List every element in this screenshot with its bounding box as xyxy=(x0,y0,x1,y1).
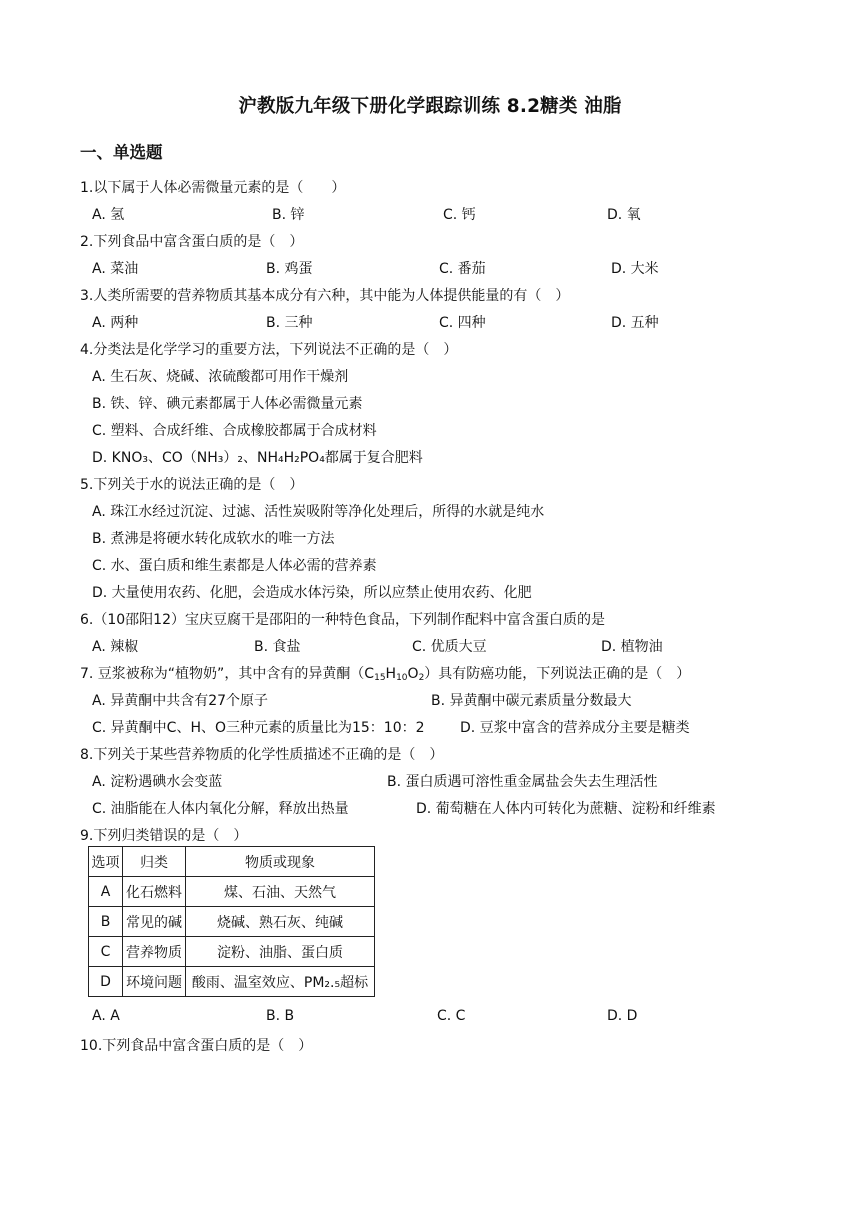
q8-option-c[interactable]: C. 油脂能在人体内氧化分解，释放出热量 xyxy=(92,801,349,817)
q9-option-c[interactable]: C. C xyxy=(437,1008,466,1024)
q3-option-a[interactable]: A. 两种 xyxy=(92,315,139,331)
q6-option-c[interactable]: C. 优质大豆 xyxy=(412,639,487,655)
table-cell: 烧碱、熟石灰、纯碱 xyxy=(186,907,375,937)
question-6: 6.（10邵阳12）宝庆豆腐干是邵阳的一种特色食品，下列制作配料中富含蛋白质的是 xyxy=(80,612,605,628)
q7-option-a[interactable]: A. 异黄酮中共含有27个原子 xyxy=(92,693,269,709)
q6-option-d[interactable]: D. 植物油 xyxy=(601,639,663,655)
question-5: 5.下列关于水的说法正确的是（ ） xyxy=(80,477,304,493)
formula-subscripts: $_{15}H_{10}O_2$ xyxy=(374,666,425,683)
q5-option-d[interactable]: D. 大量使用农药、化肥，会造成水体污染，所以应禁止使用农药、化肥 xyxy=(92,585,532,601)
q7-option-b[interactable]: B. 异黄酮中碳元素质量分数最大 xyxy=(431,693,632,709)
table-cell: 淀粉、油脂、蛋白质 xyxy=(186,937,375,967)
header-option: 选项 xyxy=(89,847,123,877)
table-cell: 营养物质 xyxy=(123,937,186,967)
question-7-text-end: ）具有防癌功能，下列说法正确的是（ ） xyxy=(424,666,691,682)
q1-option-a[interactable]: A. 氢 xyxy=(92,207,125,223)
q4-option-c[interactable]: C. 塑料、合成纤维、合成橡胶都属于合成材料 xyxy=(92,423,377,439)
table-cell: 环境问题 xyxy=(123,967,186,997)
section-heading: 一、单选题 xyxy=(80,143,163,162)
q2-option-d[interactable]: D. 大米 xyxy=(611,261,659,277)
table-cell: 酸雨、温室效应、PM₂.₅超标 xyxy=(186,967,375,997)
q3-option-b[interactable]: B. 三种 xyxy=(266,315,313,331)
table-cell: 化石燃料 xyxy=(123,877,186,907)
table-header-row xyxy=(89,847,375,877)
question-10: 10.下列食品中富含蛋白质的是（ ） xyxy=(80,1038,313,1054)
table-row xyxy=(89,937,375,967)
q9-option-b[interactable]: B. B xyxy=(266,1008,295,1024)
q8-option-a[interactable]: A. 淀粉遇碘水会变蓝 xyxy=(92,774,223,790)
q1-option-d[interactable]: D. 氧 xyxy=(607,207,641,223)
header-substance: 物质或现象 xyxy=(186,847,375,877)
table-row xyxy=(89,907,375,937)
table-row xyxy=(89,877,375,907)
q3-option-c[interactable]: C. 四种 xyxy=(439,315,486,331)
q7-option-d[interactable]: D. 豆浆中富含的营养成分主要是糖类 xyxy=(460,720,690,736)
question-1: 1.以下属于人体必需微量元素的是（ ） xyxy=(80,180,346,196)
q1-option-b[interactable]: B. 锌 xyxy=(272,207,305,223)
table-cell: 煤、石油、天然气 xyxy=(186,877,375,907)
q8-option-d[interactable]: D. 葡萄糖在人体内可转化为蔗糖、淀粉和纤维素 xyxy=(416,801,716,817)
question-7 xyxy=(80,663,690,683)
q1-option-c[interactable]: C. 钙 xyxy=(443,207,476,223)
q5-option-c[interactable]: C. 水、蛋白质和维生素都是人体必需的营养素 xyxy=(92,558,377,574)
q9-option-a[interactable]: A. A xyxy=(92,1008,120,1024)
q4-option-b[interactable]: B. 铁、锌、碘元素都属于人体必需微量元素 xyxy=(92,396,363,412)
table-cell: B xyxy=(89,907,123,937)
table-cell: D xyxy=(89,967,123,997)
question-9: 9.下列归类错误的是（ ） xyxy=(80,828,248,844)
q4-option-d[interactable]: D. KNO₃、CO（NH₃）₂、NH₄H₂PO₄都属于复合肥料 xyxy=(92,450,423,466)
question-2: 2.下列食品中富含蛋白质的是（ ） xyxy=(80,234,304,250)
q2-option-c[interactable]: C. 番茄 xyxy=(439,261,486,277)
header-category: 归类 xyxy=(123,847,186,877)
table-row xyxy=(89,967,375,997)
q7-option-c[interactable]: C. 异黄酮中C、H、O三种元素的质量比为15：10：2 xyxy=(92,720,425,736)
table-cell: A xyxy=(89,877,123,907)
question-7-text-start: 7. 豆浆被称为“植物奶”，其中含有的异黄酮（C xyxy=(80,666,375,682)
q5-option-b[interactable]: B. 煮沸是将硬水转化成软水的唯一方法 xyxy=(92,531,335,547)
document-title: 沪教版九年级下册化学跟踪训练 8.2糖类 油脂 xyxy=(238,96,622,117)
q8-option-b[interactable]: B. 蛋白质遇可溶性重金属盐会失去生理活性 xyxy=(387,774,658,790)
q6-option-b[interactable]: B. 食盐 xyxy=(254,639,301,655)
classification-table xyxy=(88,846,375,997)
table-cell: 常见的碱 xyxy=(123,907,186,937)
q2-option-b[interactable]: B. 鸡蛋 xyxy=(266,261,313,277)
q4-option-a[interactable]: A. 生石灰、烧碱、浓硫酸都可用作干燥剂 xyxy=(92,369,349,385)
q6-option-a[interactable]: A. 辣椒 xyxy=(92,639,139,655)
question-4: 4.分类法是化学学习的重要方法，下列说法不正确的是（ ） xyxy=(80,342,458,358)
q3-option-d[interactable]: D. 五种 xyxy=(611,315,659,331)
question-3: 3.人类所需要的营养物质其基本成分有六种，其中能为人体提供能量的有（ ） xyxy=(80,288,570,304)
table-cell: C xyxy=(89,937,123,967)
question-8: 8.下列关于某些营养物质的化学性质描述不正确的是（ ） xyxy=(80,747,444,763)
q5-option-a[interactable]: A. 珠江水经过沉淀、过滤、活性炭吸附等净化处理后，所得的水就是纯水 xyxy=(92,504,545,520)
q2-option-a[interactable]: A. 菜油 xyxy=(92,261,139,277)
q9-option-d[interactable]: D. D xyxy=(607,1008,638,1024)
